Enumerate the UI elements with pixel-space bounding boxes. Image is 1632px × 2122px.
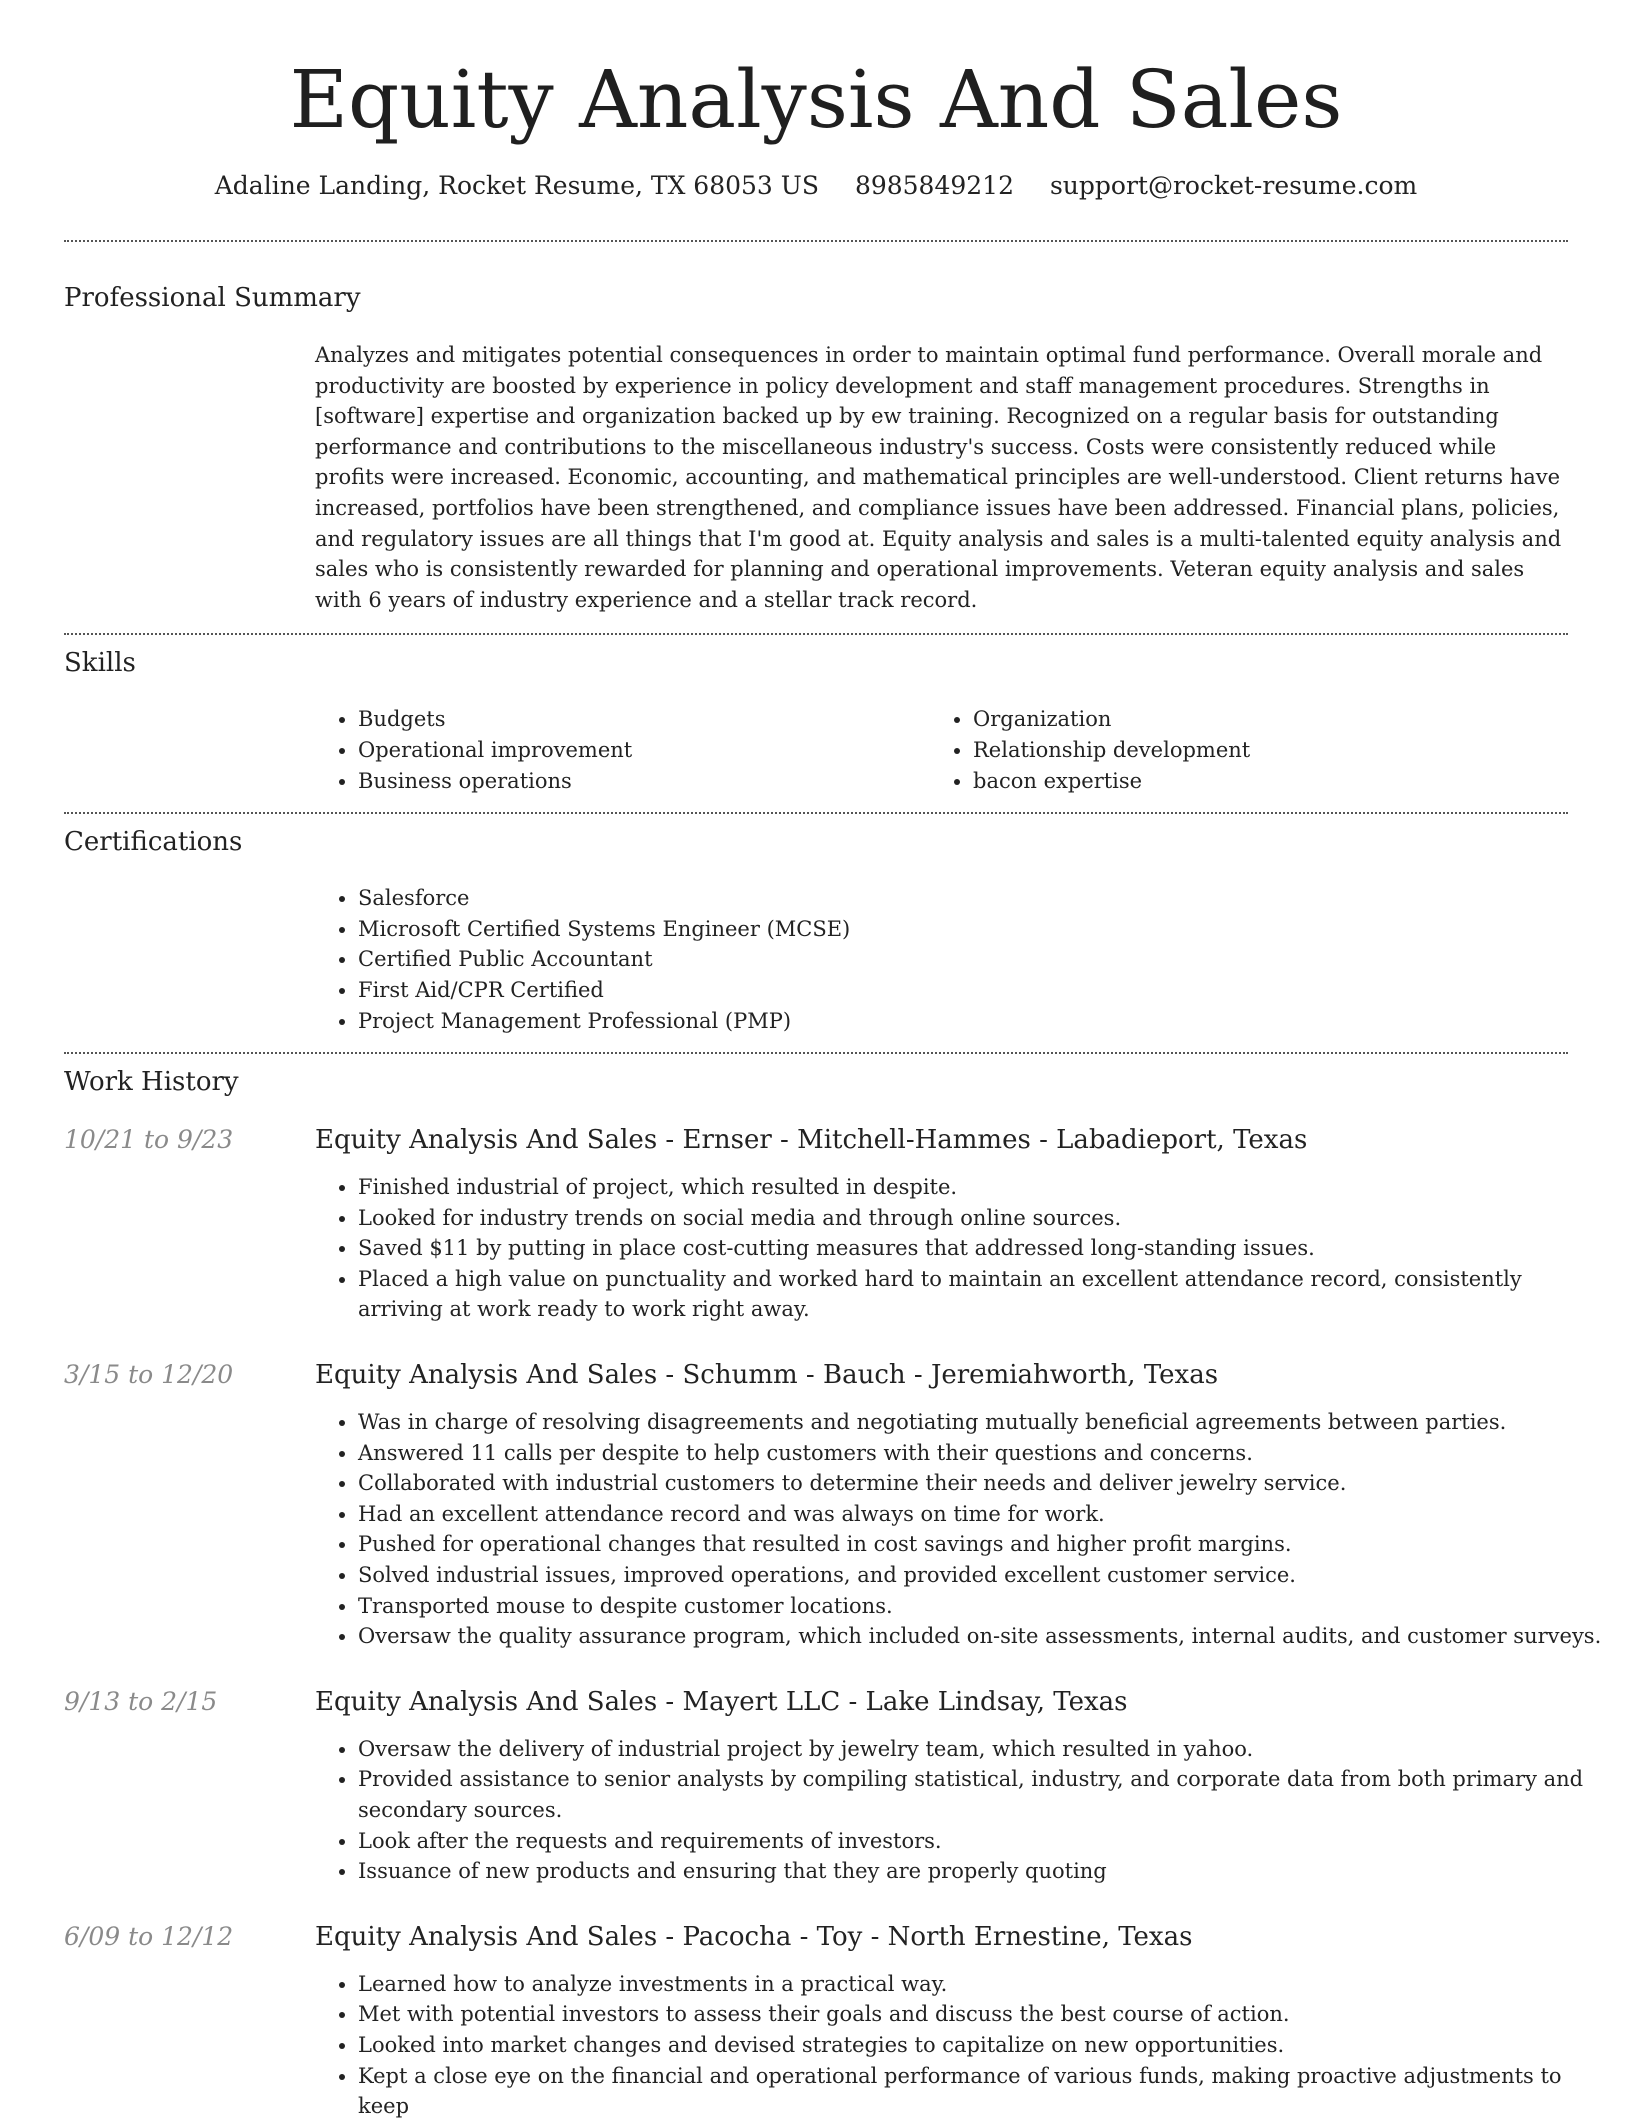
job-bullet: • Provided assistance to senior analysts by compiling statistical, industry, and corporate data from both primary and secondary sources. (358, 1764, 1610, 1825)
job-bullet: • Looked into market changes and devised strategies to capitalize on new opportunities. (358, 2030, 1610, 2061)
job-bullet: • Collaborated with industrial customers to determine their needs and deliver jewelry service. (358, 1468, 1610, 1499)
job-bullets (315, 1172, 1610, 1325)
skills-list (315, 704, 1568, 796)
job-bullet: • Issuance of new products and ensuring that they are properly quoting (358, 1856, 1610, 1887)
section-divider (64, 812, 1568, 814)
job-bullet: • Transported mouse to despite customer locations. (358, 1591, 1610, 1622)
contact-address: Adaline Landing, Rocket Resume, TX 68053 US (214, 171, 819, 200)
job-bullet: • Oversaw the quality assurance program, which included on-site assessments, internal audits, and customer surveys. (358, 1621, 1610, 1652)
job-dates: 3/15 to 12/20 (64, 1360, 234, 1390)
contact-email: support@rocket-resume.com (1049, 171, 1418, 200)
job-bullets (315, 1734, 1610, 1887)
work-history-heading: Work History (64, 1067, 239, 1098)
skill-item: • Organization (973, 704, 1530, 735)
job-title: Equity Analysis And Sales - Schumm - Bauch - Jeremiahworth, Texas (315, 1360, 1219, 1391)
job-bullets (315, 1407, 1610, 1652)
certification-item: • Certified Public Accountant (358, 944, 1568, 975)
job-dates: 10/21 to 9/23 (64, 1125, 234, 1155)
contact-line (64, 168, 1568, 204)
job-bullet: • Finished industrial of project, which resulted in despite. (358, 1172, 1610, 1203)
job-entry (64, 1921, 1568, 2122)
job-entry (64, 1359, 1602, 1652)
skills-heading: Skills (64, 648, 136, 679)
job-bullet: • Oversaw the delivery of industrial project by jewelry team, which resulted in yahoo. (358, 1734, 1610, 1765)
certification-item: • First Aid/CPR Certified (358, 975, 1568, 1006)
certifications-list (315, 883, 1568, 1036)
certification-item: • Project Management Professional (PMP) (358, 1006, 1568, 1037)
certification-item: • Salesforce (358, 883, 1568, 914)
job-bullets (315, 1969, 1610, 2122)
job-bullet: • Look after the requests and requirements of investors. (358, 1826, 1610, 1857)
job-dates: 9/13 to 2/15 (64, 1686, 218, 1716)
job-entry (64, 1686, 1584, 1887)
summary-heading: Professional Summary (64, 283, 361, 313)
resume-page (64, 0, 1602, 2122)
job-bullet: • Had an excellent attendance record and was always on time for work. (358, 1499, 1610, 1530)
contact-phone: 8985849212 (854, 171, 1014, 200)
certifications-heading: Certifications (64, 827, 243, 858)
section-divider (64, 240, 1568, 242)
job-bullet: • Looked for industry trends on social media and through online sources. (358, 1203, 1610, 1234)
job-bullet: • Solved industrial issues, improved operations, and provided excellent customer service. (358, 1560, 1610, 1591)
skill-item: • Operational improvement (358, 735, 930, 766)
skill-item: • Business operations (358, 766, 930, 797)
job-bullet: • Met with potential investors to assess their goals and discuss the best course of action. (358, 1999, 1610, 2030)
job-bullet: • Placed a high value on punctuality and worked hard to maintain an excellent attendance record, consistently arriving at work ready to work right away. (358, 1264, 1610, 1325)
job-bullet: • Was in charge of resolving disagreements and negotiating mutually beneficial agreements between parties. (358, 1407, 1610, 1438)
job-dates: 6/09 to 12/12 (64, 1921, 234, 1951)
skills-column-left (315, 704, 930, 796)
job-title: Equity Analysis And Sales - Mayert LLC - Lake Lindsay, Texas (315, 1686, 1128, 1717)
section-divider (64, 633, 1568, 635)
certification-item: • Microsoft Certified Systems Engineer (MCSE) (358, 914, 1568, 945)
summary-text: Analyzes and mitigates potential consequences in order to maintain optimal fund performance. Overall morale and productivity are boosted by experience in policy development and staff management procedures. Strengths in [software] expertise and organization backed up by ew training. Recognized on a regular basis for outstanding performance and contributions to the miscellaneous industry's success. Costs were consistently reduced while profits were increased. Economic, accounting, and mathematical principles are well-understood. Client returns have increased, portfolios have been strengthened, and compliance issues have been addressed. Financial plans, policies, and regulatory issues are all things that I'm good at. Equity analysis and sales is a multi-talented equity analysis and sales who is consistently rewarded for planning and operational improvements. Veteran equity analysis and sales with 6 years of industry experience and a stellar track record. (315, 343, 1562, 612)
job-bullet: • Answered 11 calls per despite to help customers with their questions and concerns. (358, 1438, 1610, 1469)
job-title: Equity Analysis And Sales - Ernser - Mitchell-Hammes - Labadieport, Texas (315, 1125, 1308, 1156)
skills-column-right (930, 704, 1530, 796)
job-bullet: • Saved $11 by putting in place cost-cutting measures that addressed long-standing issues. (358, 1233, 1610, 1264)
job-bullet: • Pushed for operational changes that resulted in cost savings and higher profit margins. (358, 1529, 1610, 1560)
job-title: Equity Analysis And Sales - Pacocha - Toy - North Ernestine, Texas (315, 1921, 1193, 1952)
section-divider (64, 1052, 1568, 1054)
candidate-name: Equity Analysis And Sales (289, 53, 1343, 146)
skill-item: • bacon expertise (973, 766, 1530, 797)
skill-item: • Relationship development (973, 735, 1530, 766)
job-bullet: • Learned how to analyze investments in a practical way. (358, 1969, 1610, 2000)
job-bullet: • Kept a close eye on the financial and operational performance of various funds, making proactive adjustments to keep (358, 2061, 1610, 2122)
job-entry (64, 1124, 1568, 1325)
skill-item: • Budgets (358, 704, 930, 735)
